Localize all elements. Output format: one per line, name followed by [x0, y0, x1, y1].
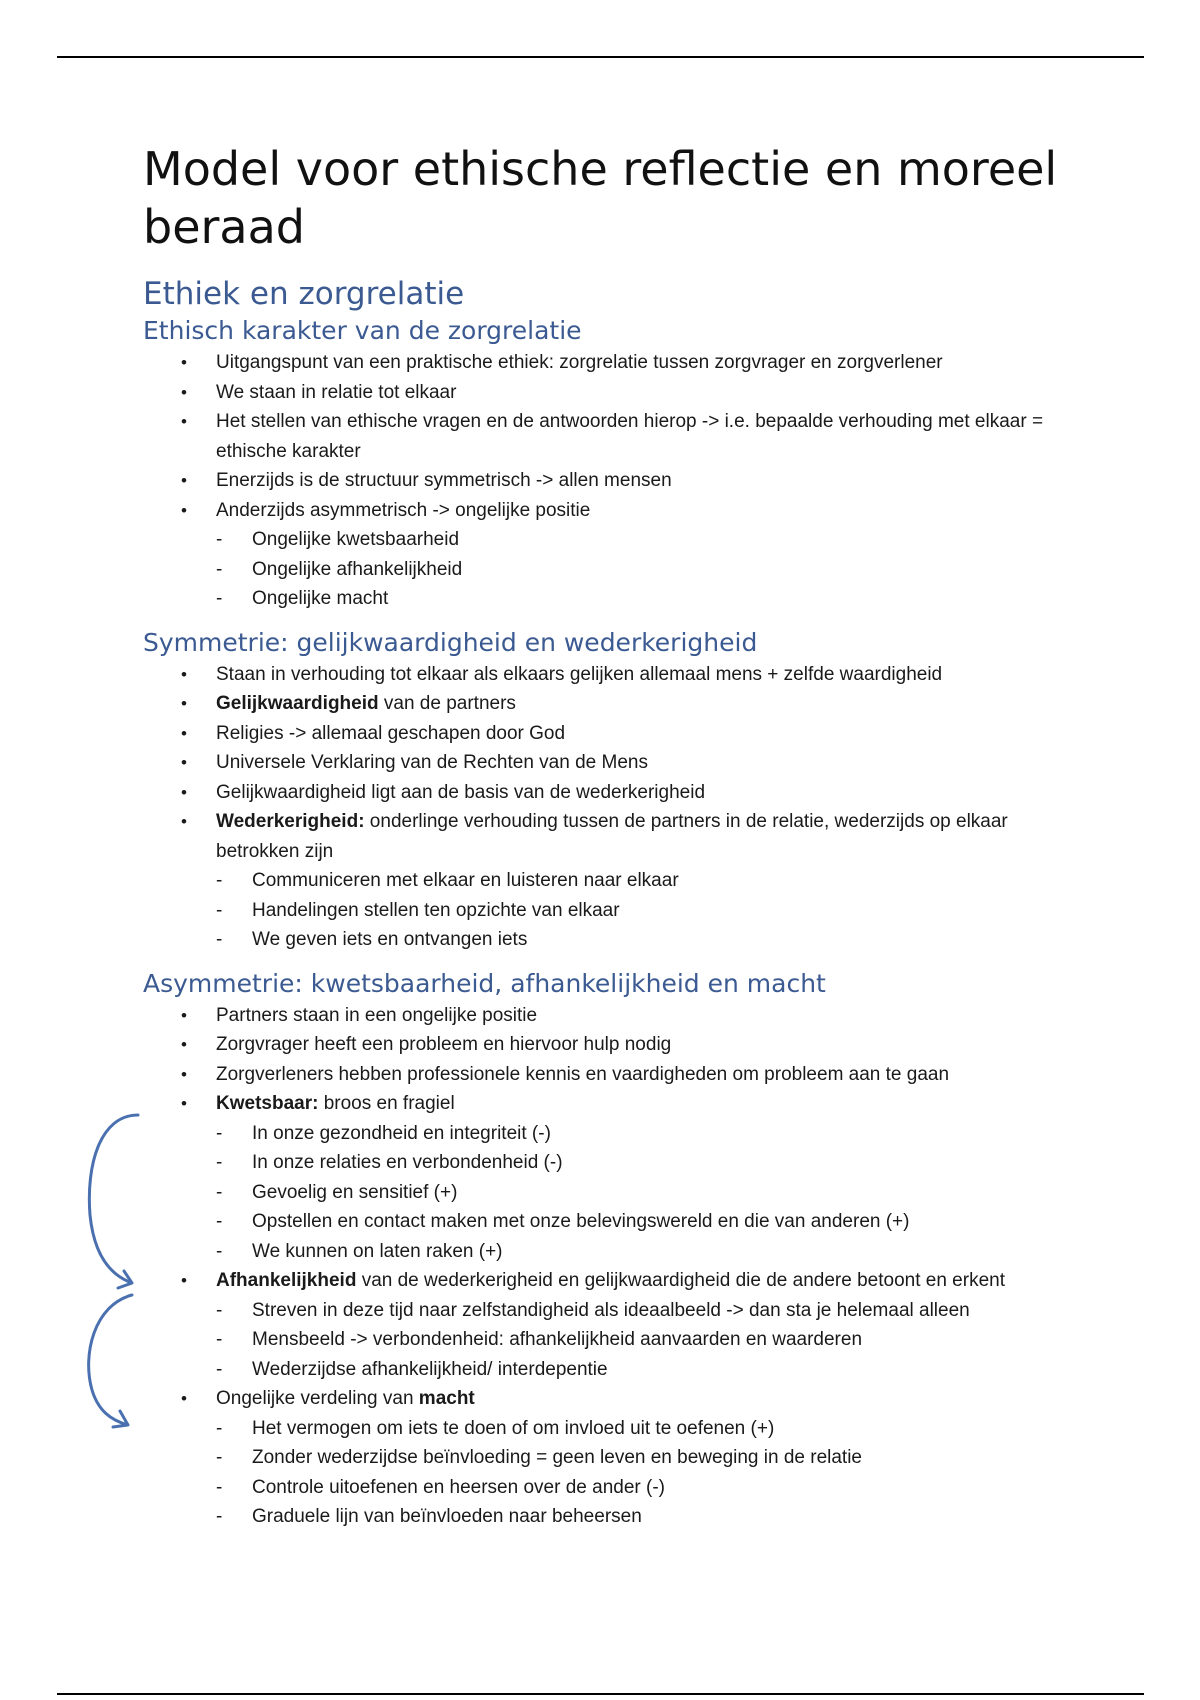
- curved-arrow-lower-icon: [89, 1295, 132, 1427]
- list-item: • Universele Verklaring van de Rechten van de Mens: [181, 752, 648, 773]
- list-item: - Ongelijke kwetsbaarheid: [216, 529, 460, 550]
- dash-list: [143, 1119, 1093, 1267]
- dash-list: [143, 1296, 1093, 1385]
- heading-symmetrie: Symmetrie: gelijkwaardigheid en wederkerigheid: [143, 627, 758, 657]
- section-symmetrie: [143, 626, 1093, 955]
- list-item: - Het vermogen om iets te doen of om invloed uit te oefenen (+): [216, 1417, 775, 1439]
- list-item: • Afhankelijkheid van de wederkerigheid en gelijkwaardigheid die de andere betoont en erkent: [181, 1270, 1005, 1291]
- dash-list: [143, 1414, 1093, 1532]
- dash-list: [143, 525, 1093, 614]
- list-item: - Gevoelig en sensitief (+): [216, 1181, 458, 1203]
- list-item: - Ongelijke afhankelijkheid: [216, 558, 463, 580]
- list-item: - Wederzijdse afhankelijkheid/ interdepentie: [216, 1358, 608, 1380]
- list-item: - Handelingen stellen ten opzichte van elkaar: [216, 899, 620, 921]
- document-body: [143, 140, 1093, 1532]
- list-item: • Religies -> allemaal geschapen door God: [181, 722, 566, 744]
- list-item: • Uitgangspunt van een praktische ethiek: zorgrelatie tussen zorgvrager en zorgverlener: [181, 352, 943, 373]
- list-item: - We geven iets en ontvangen iets: [216, 929, 528, 950]
- heading-ethisch-karakter: Ethisch karakter van de zorgrelatie: [143, 316, 582, 345]
- list-item: • Het stellen van ethische vragen en de antwoorden hierop -> i.e. bepaalde verhouding met elkaar = ethische karakter: [181, 411, 1044, 462]
- list-item: - In onze relaties en verbondenheid (-): [216, 1152, 563, 1173]
- bullet-list: [143, 1266, 1093, 1296]
- list-item: • Ongelijke verdeling van macht: [181, 1388, 475, 1409]
- dash-list: [143, 866, 1093, 955]
- bullet-list: [143, 660, 1093, 867]
- list-item: • Kwetsbaar: broos en fragiel: [181, 1093, 455, 1114]
- footer-rule: [57, 1693, 1144, 1695]
- section-asymmetrie: [143, 967, 1093, 1532]
- list-item: - We kunnen on laten raken (+): [216, 1240, 503, 1262]
- list-item: - Communiceren met elkaar en luisteren naar elkaar: [216, 870, 679, 891]
- curved-arrows: [80, 1105, 150, 1435]
- bullet-list: [143, 348, 1093, 525]
- list-item: • Enerzijds is de structuur symmetrisch -> allen mensen: [181, 470, 672, 491]
- list-item: - Mensbeeld -> verbondenheid: afhankelijkheid aanvaarden en waarderen: [216, 1329, 863, 1350]
- list-item: • Wederkerigheid: onderlinge verhouding tussen de partners in de relatie, wederzijds op elkaar betrokken zijn: [181, 811, 1008, 862]
- bullet-list: [143, 1384, 1093, 1414]
- bullet-list: [143, 1001, 1093, 1119]
- list-item: • We staan in relatie tot elkaar: [181, 381, 457, 403]
- list-item: - Graduele lijn van beïnvloeden naar beheersen: [216, 1506, 642, 1527]
- list-item: - Streven in deze tijd naar zelfstandigheid als ideaalbeeld -> dan sta je helemaal alleen: [216, 1299, 970, 1321]
- list-item: • Anderzijds asymmetrisch -> ongelijke positie: [181, 499, 591, 521]
- heading-asymmetrie: Asymmetrie: kwetsbaarheid, afhankelijkheid en macht: [143, 968, 826, 998]
- list-item: • Gelijkwaardigheid van de partners: [181, 693, 516, 714]
- list-item: • Gelijkwaardigheid ligt aan de basis van de wederkerigheid: [181, 781, 706, 803]
- list-item: • Staan in verhouding tot elkaar als elkaars gelijken allemaal mens + zelfde waardigheid: [181, 663, 943, 685]
- list-item: - Opstellen en contact maken met onze belevingswereld en die van anderen (+): [216, 1211, 910, 1232]
- section-ethisch-karakter: [143, 314, 1093, 614]
- header-rule: [57, 56, 1144, 58]
- page-title: Model voor ethische reflectie en moreel beraad: [143, 142, 1058, 254]
- list-item: • Partners staan in een ongelijke positie: [181, 1004, 538, 1026]
- list-item: • Zorgverleners hebben professionele kennis en vaardigheden om probleem aan te gaan: [181, 1063, 950, 1085]
- list-item: - Controle uitoefenen en heersen over de ander (-): [216, 1476, 665, 1498]
- curved-arrow-upper-icon: [89, 1115, 138, 1288]
- list-item: - Zonder wederzijdse beïnvloeding = geen leven en beweging in de relatie: [216, 1447, 863, 1468]
- heading-ethiek-en-zorgrelatie: Ethiek en zorgrelatie: [143, 276, 465, 312]
- list-item: - Ongelijke macht: [216, 588, 389, 609]
- list-item: - In onze gezondheid en integriteit (-): [216, 1122, 551, 1144]
- list-item: • Zorgvrager heeft een probleem en hiervoor hulp nodig: [181, 1034, 672, 1055]
